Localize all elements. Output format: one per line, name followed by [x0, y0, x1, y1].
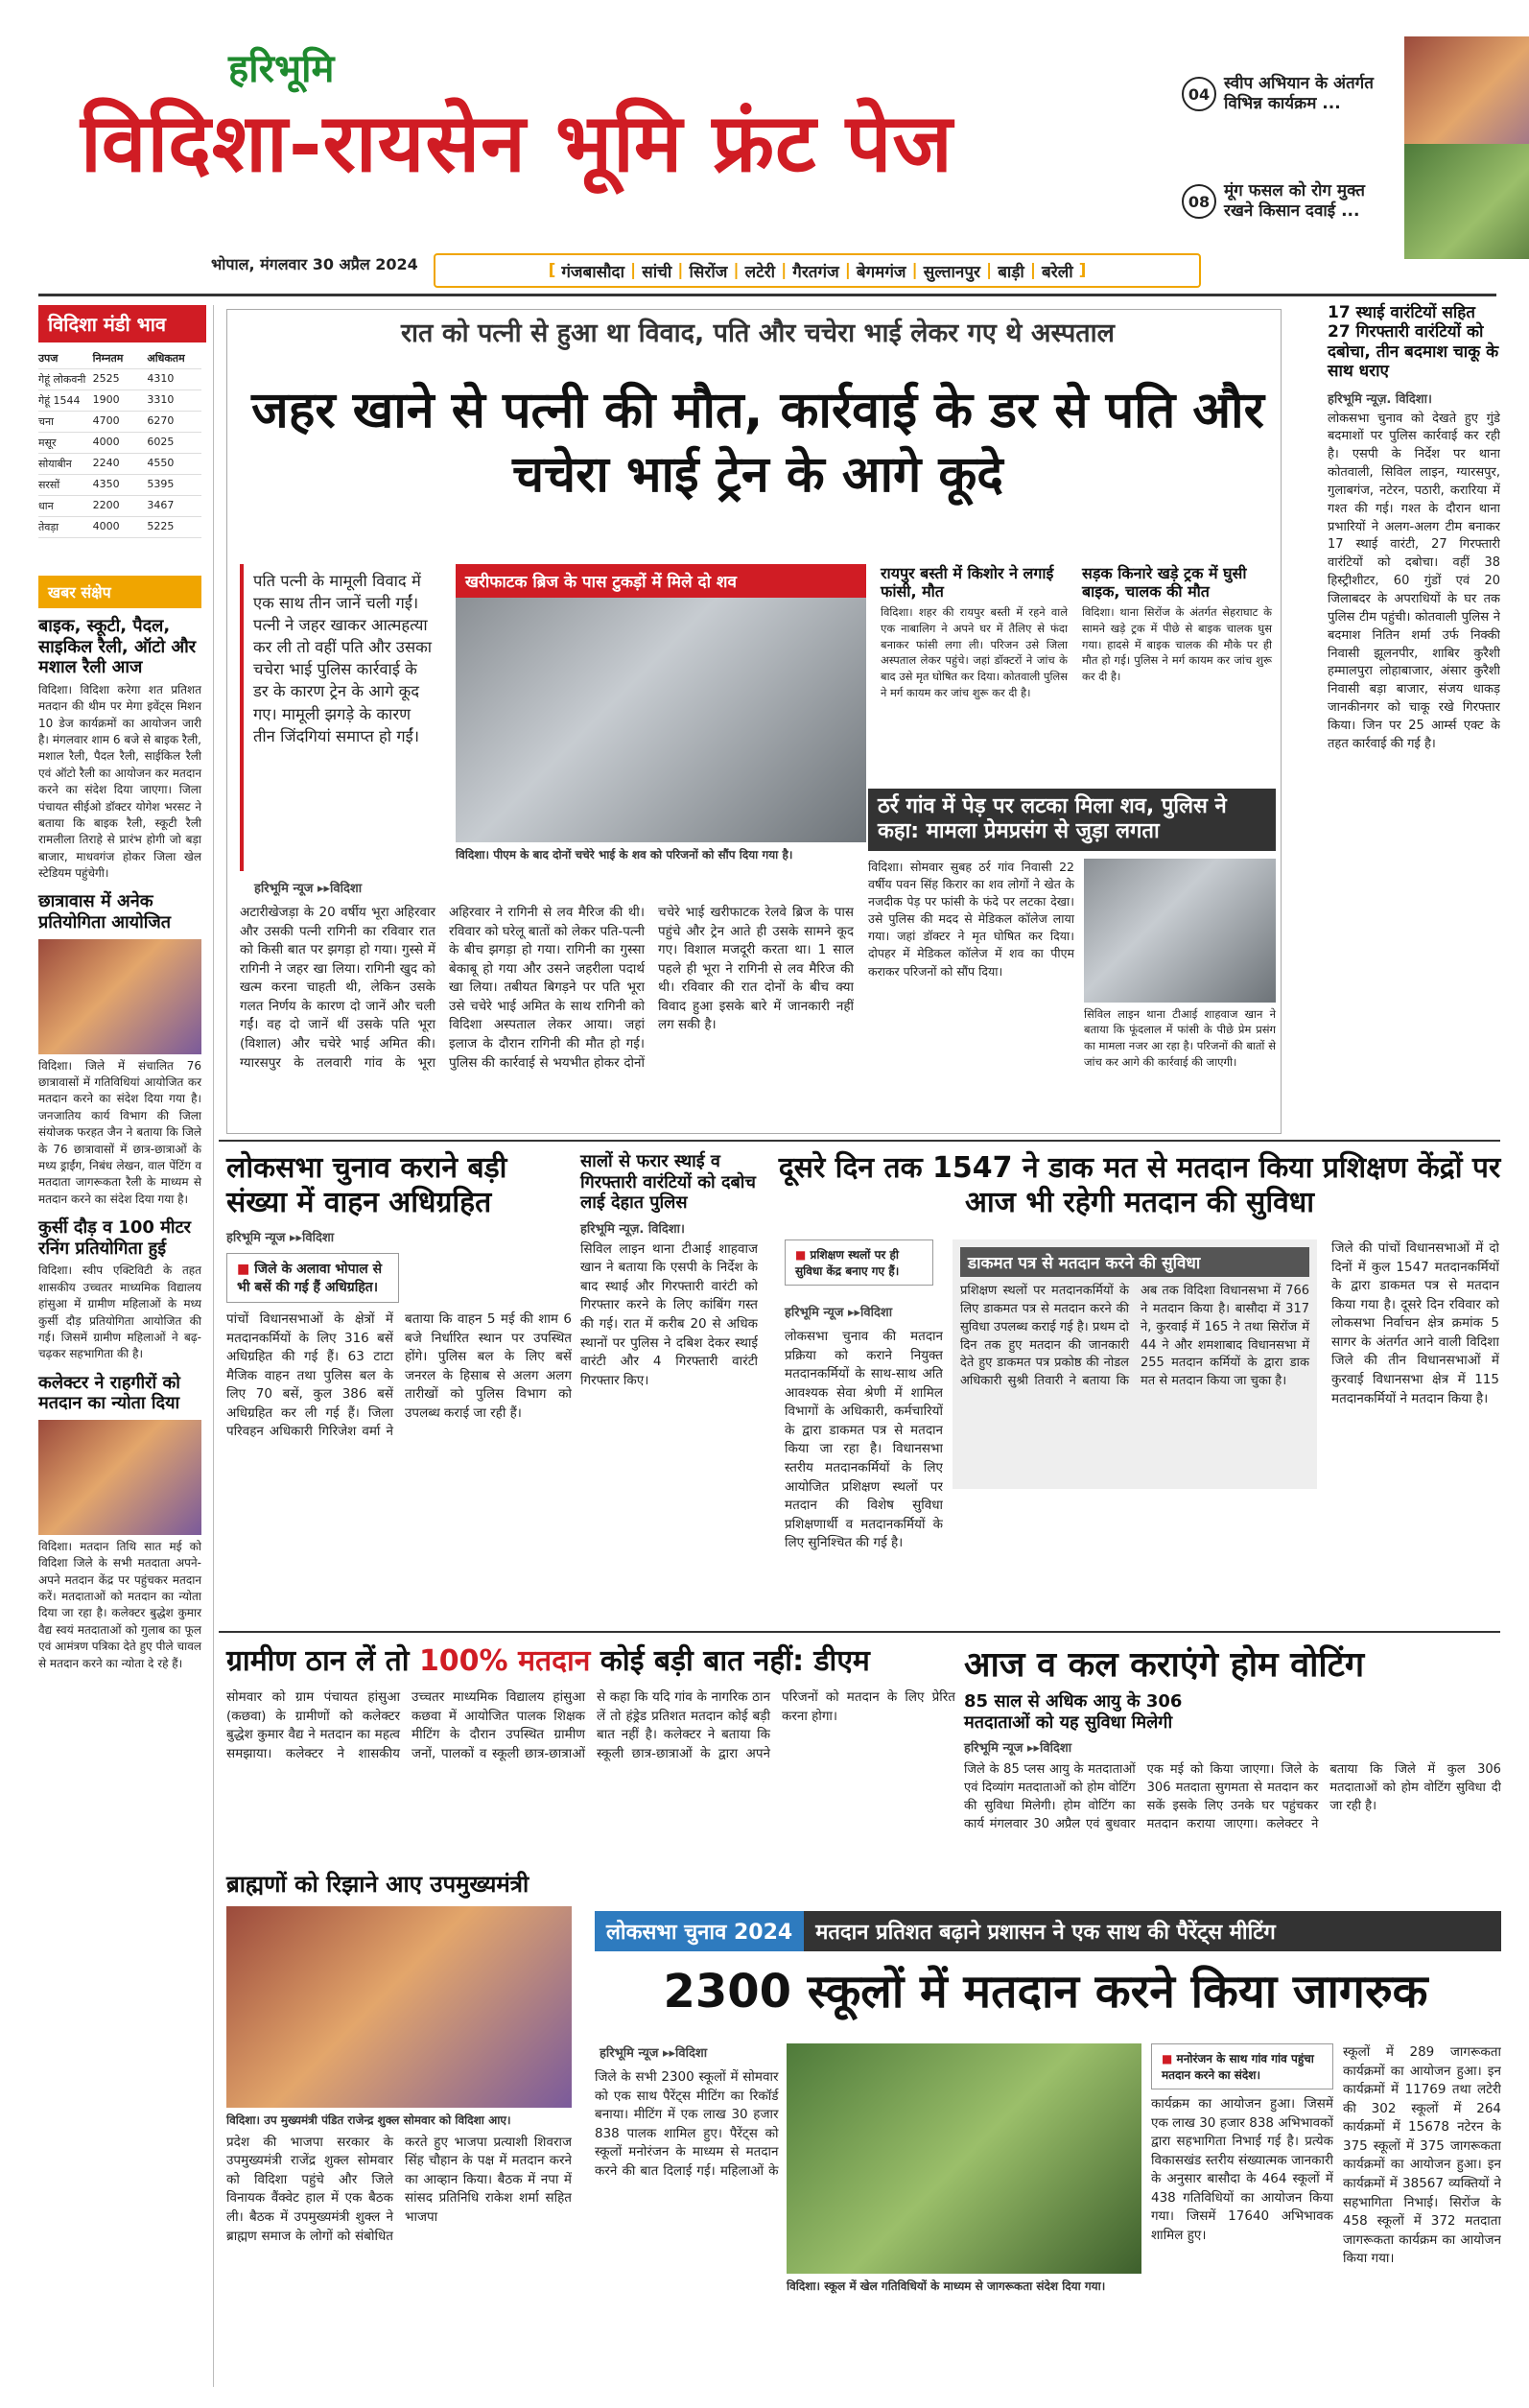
- mandi-box: [38, 305, 206, 538]
- news-brief-column: [38, 576, 201, 1672]
- lead-headline[interactable]: जहर खाने से पत्नी की मौत, कार्रवाई के डर से पति और चचेरा भाई ट्रेन के आगे कूदे: [251, 382, 1264, 504]
- postal-story: [775, 1151, 1504, 1551]
- schools-photo-block: [787, 2043, 1141, 2294]
- tree-story-caption: सिविल लाइन थाना टीआई शाहवाज खान ने बताया कि फूंदलाल में फांसी के पीछे प्रेम प्रसंग का मामला नजर आ रहा है। परिजनों की बातों से जांच कर आगे की कार्रवाई की जाएगी।: [1084, 1006, 1276, 1069]
- teaser-2[interactable]: [1182, 144, 1529, 259]
- lead-photo-caption: विदिशा। पीएम के बाद दोनों चचेरे भाई के शव को परिजनों को सौंप दिया गया है।: [456, 848, 793, 862]
- postal-note: ■ प्रशिक्षण स्थलों पर ही सुविधा केंद्र बनाए गए हैं।: [785, 1239, 933, 1286]
- brahmin-headline[interactable]: ब्राह्मणों को रिझाने आए उपमुख्यमंत्री: [226, 1871, 529, 1898]
- brief-headline[interactable]: कुर्सी दौड़ व 100 मीटर रनिंग प्रतियोगिता हुई: [38, 1217, 192, 1259]
- brief-body: विदिशा। स्वीप एक्टिविटी के तहत शासकीय उच्चतर माध्यमिक विद्यालय हांसुआ में ग्रामीण महिलाओं के मध्य कुर्सी दौड़ प्रतियोगिता आयोजित की गई। जिसमें ग्रामीण महिलाओं ने बढ़-चढ़कर सहभागिता की है।: [38, 1263, 201, 1361]
- teaser-text: स्वीप अभियान के अंतर्गत विभिन्न कार्यक्रम ...: [1224, 73, 1374, 113]
- side-story-body: विदिशा। शहर की रायपुर बस्ती में रहने वाले एक नाबालिग ने अपने घर में तैलिए से फंदा बनाकर फांसी लगा ली। परिजन उसे जिला अस्पताल लेकर पहुंचे। जहां डॉक्टरों ने जांच के बाद उसे मृत घोषित कर दिया। कोतवाली पुलिस ने मर्ग कायम कर जांच शुरू कर दी है।: [881, 605, 1068, 699]
- warrant-body: लोकसभा चुनाव को देखते हुए गुंडे बदमाशों पर पुलिस कार्रवाई कर रही है। एसपी के निर्देश पर थाना कोतवाली, सिविल लाइन, ग्यारसपुर, गुलाबगंज, नटेरन, पठारी, करारिया में गश्त की गई। गश्त के दौरान थाना प्रभारियों ने अलग-अलग टीम बनाकर 17 स्थाई वारंटी, 27 गिरफ्तारी वारंटियों को दबोचा। वहीं 38 हिस्ट्रीशीटर, 60 गुंडों एवं 20 जिलाबदर के अपराधियों के घर तक पुलिस टीम पहुंची। कोतवाली पुलिस ने बदमाश नितिन शर्मा उर्फ निक्की निवासी झूलनपीर, शाबिर कुरैशी हम्मालपुरा लोहाबाजार, अंसार कुरैशी निवासी बड़ा बाजार, संजय धाकड़ जानकीनगर को चाकू रखे गिरफ्तार किया। जिन पर 25 आर्म्स एक्ट के तहत कार्रवाई की गई है।: [1328, 411, 1500, 751]
- teaser-page-number: 04: [1182, 77, 1216, 111]
- postal-body: लोकसभा चुनाव की मतदान प्रक्रिया को कराने नियुक्त मतदानकर्मियों के साथ-साथ अति आवश्यक सेवा श्रेणी में शामिल विभागों के अधिकारी, कर्मचारियों के द्वारा डाकमत पत्र से मतदान किया जा रहा है। विधानसभा स्तरीय मतदानकर्मियों के लिए आयोजित प्रशिक्षण स्थलों पर मतदान की विशेष सुविधा प्रशिक्षणार्थी व मतदानकर्मियों के लिए सुनिश्चित की गई है।: [785, 1329, 943, 1551]
- news-brief-label: खबर संक्षेप: [38, 576, 201, 608]
- lead-quote: पति पत्नी के मामूली विवाद में एक साथ तीन जानें चली गईं। पत्नी ने जहर खाकर आत्महत्या कर ली तो वहीं पति और उसका चचेरा भाई पुलिस कार्रवाई के डर के कारण ट्रेन के आगे कूद गए। मामूली झगड़े के कारण तीन जिंदगियां समाप्त हो गईं।: [240, 564, 446, 871]
- mandi-header-row: उपज निम्नतम अधिकतम: [38, 348, 201, 369]
- page-title: विदिशा-रायसेन भूमि फ्रंट पेज: [81, 95, 953, 190]
- vehicles-story: [226, 1151, 572, 1675]
- rural-story: [226, 1644, 955, 1880]
- teaser-text: मूंग फसल को रोग मुक्त रखने किसान दवाई ...: [1224, 180, 1365, 221]
- brahmin-photo: [226, 1906, 572, 2108]
- schools-body-2: कार्यक्रम का आयोजन हुआ। जिसमें एक लाख 30 हजार 838 अभिभावकों द्वारा सहभागिता निभाई गई है। प्रत्येक विकासखंड स्तरीय संख्यात्मक जानकारी के अनुसार बासौदा के 464 स्कूलों में 438 गतिविधियों का आयोजन किया गया। जिसमें 17640 अभिभावक शामिल हुए।: [1151, 2096, 1333, 2243]
- warrant-headline[interactable]: 17 स्थाई वारंटियों सहित 27 गिरफ्तारी वारंटियों को दबोचा, तीन बदमाश चाकू के साथ धराए: [1328, 303, 1499, 382]
- place-item[interactable]: सिरोंज: [689, 262, 728, 282]
- schools-note: ■ मनोरंजन के साथ गांव गांव पहुंचा मतदान करने का संदेश।: [1151, 2043, 1333, 2089]
- lead-photo-block: [456, 564, 866, 862]
- homevoting-body: जिले के 85 प्लस आयु के मतदाताओं एवं दिव्यांग मतदाताओं को होम वोटिंग की सुविधा मिलेगी। होम वोटिंग का कार्य मंगलवार 30 अप्रैल एवं बुधवार एक मई को किया जाएगा। जिले के 306 मतदाता सुगमता से मतदान कर सकें इसके लिए उनके घर पहुंचकर मतदान कराया जाएगा। कलेक्टर ने बताया कि जिले में कुल 306 मतदाताओं को होम वोटिंग सुविधा दी जा रही है।: [964, 1762, 1501, 1831]
- mandi-row: सरसों 4350 5395: [38, 475, 201, 496]
- teaser-photo: [1404, 36, 1529, 152]
- mandi-title: विदिशा मंडी भाव: [38, 305, 206, 342]
- warrant-byline: हरिभूमि न्यूज़. विदिशा।: [1328, 391, 1432, 407]
- place-item[interactable]: गैरतगंज: [792, 262, 839, 282]
- thieves-body: सिविल लाइन थाना टीआई शाहवाज खान ने बताया कि एसपी के निर्देश के बाद स्थाई और गिरफ्तारी वारंटी को गिरफ्तार करने के लिए कांबिंग गस्त की गई। रात में करीब 20 से अधिक स्थानों पर पुलिस ने दबिश देकर स्थाई वारंटी और 4 गिरफ्तारी वारंटी गिरफ्तार किए।: [580, 1240, 758, 1388]
- schools-banner-left: लोकसभा चुनाव 2024: [595, 1911, 804, 1951]
- mandi-row: गेहूं 1544 1900 3310: [38, 390, 201, 412]
- schools-photo: [787, 2043, 1141, 2274]
- postal-box-title: डाकमत पत्र से मतदान करने की सुविधा: [960, 1247, 1309, 1277]
- lead-body: अटारीखेजड़ा के 20 वर्षीय भूरा अहिरवार और उसकी पत्नी रागिनी का रविवार रात को किसी बात पर झगड़ा हो गया। गुस्से में रागिनी ने जहर खा लिया। रागिनी खुद को खत्म करना चाहती थी, लेकिन उसके गलत निर्णय के कारण दो जानें और चली गईं। वह दो जानें थीं उसके पति भूरा (विशाल) और चचेरे भाई अमित की। ग्यारसपुर के तलवारी गांव के भूरा अहिरवार ने रागिनी से लव मैरिज की थी। रविवार को घरेलू बातों को लेकर पति-पत्नी के बीच झगड़ा हो गया। रागिनी का गुस्सा बेकाबू हो गया और उसने जहरीला पदार्थ खा लिया। तबीयत बिगड़ने पर पति भूरा उसे चचेरे भाई अमित के साथ रागिनी को विदिशा अस्पताल लेकर आया। जहां इलाज के दौरान रागिनी की मौत हो गई। पुलिस की कार्रवाई से भयभीत होकर दोनों चचेरे भाई खरीफाटक रेलवे ब्रिज के पास पहुंचे और ट्रेन आते ही उसके सामने कूद गए। विशाल मजदूरी करता था। 1 साल पहले ही भूरा ने रागिनी से लव मैरिज की थी। रविवार की रात दोनों के बीच क्या विवाद हुआ इसके बारे में जानकारी नहीं लग सकी है।: [240, 905, 854, 1071]
- thieves-byline: हरिभूमि न्यूज़. विदिशा।: [580, 1221, 685, 1237]
- side-story-body: विदिशा। थाना सिरोंज के अंतर्गत सेहराघाट के सामने खड़े ट्रक में पीछे से बाइक चालक घुस गया। हादसे में बाइक चालक की मौके पर ही मौत हो गई। पुलिस ने मर्ग कायम कर जांच शुरू कर दी है।: [1082, 605, 1272, 684]
- homevoting-byline: हरिभूमि न्यूज ▸▸विदिशा: [964, 1741, 1072, 1757]
- rural-body: सोमवार को ग्राम पंचायत हांसुआ (कछवा) के ग्रामीणों को कलेक्टर बुद्धेश कुमार वैद्य ने मतदान का महत्व समझाया। कलेक्टर ने शासकीय उच्चतर माध्यमिक विद्यालय हांसुआ कछवा में आयोजित पालक शिक्षक मीटिंग के दौरान उपस्थित ग्रामीण जनों, पालकों व स्कूली छात्र-छात्राओं से कहा कि यदि गांव के नागरिक ठान लें तो हंड्रेड प्रतिशत मतदान कोई बड़ी बात नहीं है। कलेक्टर ने बताया कि स्कूली छात्र-छात्राओं के द्वारा अपने परिजनों को मतदान के लिए प्रेरित करना होगा।: [226, 1689, 955, 1761]
- mandi-row: चना 4700 6270: [38, 412, 201, 433]
- masthead-brand: हरिभूमि: [228, 46, 335, 91]
- tree-story: [868, 789, 1276, 1070]
- brief-body: विदिशा। विदिशा करेगा शत प्रतिशत मतदान की थीम पर मेगा इवेंट्स मिशन 10 डेज कार्यक्रमों का आयोजन जारी है। मंगलवार शाम 6 बजे से बाइक रैली, मशाल रैली, पैदल रैली, साईकिल रैली एवं ऑटो रैली का आयोजन कर मतदान करने का संदेश दिया जाएगा। जिला पंचायत सीईओ डॉक्टर योगेश भरसट ने बताया कि बाइक रैली, स्कूटी रैली रामलीला तिराहे से प्रारंभ होगी जो बड़ा बाजार, माधवगंज होकर जिला खेल स्टेडियम पहुंचेगी।: [38, 682, 201, 881]
- masthead-divider: [38, 294, 1496, 296]
- postal-box-body: प्रशिक्षण स्थलों पर मतदानकर्मियों के लिए डाकमत पत्र से मतदान करने की सुविधा उपलब्ध कराई गई है। प्रथम दो दिन तक हुए मतदान की जानकारी देते हुए डाकमत पत्र प्रकोष्ठ की नोडल अधिकारी सुश्री तिवारी ने बताया कि अब तक विदिशा विधानसभा में 766 ने मतदान किया है। बासौदा में 317 ने, कुरवाई में 165 ने तथा सिरोंज में 44 ने और शमशाबाद विधानसभा में 255 मतदान कर्मियों के द्वारा डाक मत से मतदान किया जा चुका है।: [960, 1284, 1309, 1389]
- section-divider: [219, 1140, 1500, 1142]
- vehicles-headline[interactable]: लोकसभा चुनाव कराने बड़ी संख्या में वाहन अधिग्रहित: [226, 1151, 507, 1219]
- place-item[interactable]: सुल्तानपुर: [923, 262, 980, 282]
- schools-byline: हरिभूमि न्यूज ▸▸विदिशा: [600, 2046, 708, 2061]
- collector-photo: [38, 1420, 201, 1535]
- teaser-photo: [1404, 144, 1529, 259]
- place-item[interactable]: बाड़ी: [998, 262, 1024, 282]
- lead-photo: [456, 598, 866, 842]
- homevoting-headline[interactable]: आज व कल कराएंगे होम वोटिंग: [964, 1645, 1365, 1685]
- vehicles-body: पांचों विधानसभाओं के क्षेत्रों में मतदानकर्मियों के लिए 316 बसें अधिग्रहित की गई हैं। 63 टाटा मैजिक वाहन तथा पुलिस बल के लिए 70 बसें, कुल 386 बसें अधिग्रहित कर ली गई हैं। जिला परिवहन अधिकारी गिरिजेश वर्मा ने बताया कि वाहन 5 मई की शाम 6 बजे निर्धारित स्थान पर उपस्थित होंगे। पुलिस बल के लिए बसें जनरल के हिसाब से अलग अलग तारीखों को पुलिस विभाग को उपलब्ध कराई जा रही हैं।: [226, 1311, 572, 1440]
- schools-body: जिले के सभी 2300 स्कूलों में सोमवार को एक साथ पैरेंट्स मीटिंग का रिकॉर्ड बनाया। मीटिंग में एक लाख 30 हजार 838 पालक शामिल हुए। पैरेंट्स को स्कूलों मनोरंजन के माध्यम से मतदान करने की बात दिलाई गई। महिलाओं के: [595, 2069, 779, 2179]
- brahmin-story: [226, 1871, 572, 2287]
- warrant-story: [1328, 303, 1500, 1159]
- side-story-headline[interactable]: सड़क किनारे खड़े ट्रक में घुसी बाइक, चालक की मौत: [1082, 564, 1247, 602]
- brief-headline[interactable]: कलेक्टर ने राहगीरों को मतदान का न्योता दिया: [38, 1372, 180, 1414]
- vehicles-byline: हरिभूमि न्यूज ▸▸विदिशा: [226, 1231, 335, 1245]
- place-item[interactable]: गंजबासौदा: [561, 262, 624, 282]
- lead-byline: हरिभूमि न्यूज ▸▸विदिशा: [254, 882, 363, 896]
- schools-caption: विदिशा। स्कूल में खेल गतिविधियों के माध्यम से जागरूकता संदेश दिया गया।: [787, 2279, 1106, 2293]
- place-item[interactable]: सांची: [642, 262, 672, 282]
- place-item[interactable]: बेगमगंज: [856, 262, 906, 282]
- homevoting-subhead: 85 साल से अधिक आयु के 306 मतदाताओं को यह सुविधा मिलेगी: [964, 1691, 1183, 1733]
- lead-kicker[interactable]: रात को पत्नी से हुआ था विवाद, पति और चचेरा भाई लेकर गए थे अस्पताल: [401, 319, 1115, 348]
- tree-story-headline[interactable]: ठर्र गांव में पेड़ पर लटका मिला शव, पुलिस ने कहा: मामला प्रेमप्रसंग से जुड़ा लगता: [868, 789, 1276, 851]
- mandi-row: सोयाबीन 2240 4550: [38, 454, 201, 475]
- column-divider: [213, 305, 214, 2387]
- side-story-2: [1082, 564, 1272, 685]
- tree-story-body: विदिशा। सोमवार सुबह ठर्र गांव निवासी 22 वर्षीय पवन सिंह किरार का शव लोगों ने खेत के नजदीक पेड़ पर फांसी के फंदे पर लटका देखा। उसे पुलिस की मदद से मेडिकल कॉलेज लाया गया। जहां डॉक्टर ने मृत घोषित कर दिया। दोपहर में मेडिकल कॉलेज में शव का पीएम कराकर परिजनों को सौंप दिया।: [868, 859, 1074, 979]
- tree-story-photo: [1084, 859, 1276, 1003]
- schools-body-3: स्कूलों में 289 जागरूकता कार्यक्रमों का आयोजन हुआ। इन कार्यक्रमों में 11769 तथा लटेरी की 302 स्कूलों में 264 कार्यक्रमों में 15678 नटेरन के 375 स्कूलों में 375 जागरूकता कार्यक्रमों का आयोजन हुआ। इन कार्यक्रमों में 38567 व्यक्तियों ने सहभागिता निभाई। सिरोंज के 458 स्कूलों में 372 मतदाता जागरूकता कार्यक्रम का आयोजन किया गया।: [1343, 2044, 1501, 2267]
- brief-headline[interactable]: छात्रावास में अनेक प्रतियोगिता आयोजित: [38, 891, 172, 933]
- brief-headline[interactable]: बाइक, स्कूटी, पैदल, साइकिल रैली, ऑटो और मशाल रैली आज: [38, 616, 197, 678]
- brahmin-body: प्रदेश की भाजपा सरकार के उपमुख्यमंत्री राजेंद्र शुक्ल सोमवार को विदिशा पहुंचे और जिले विनायक वैंक्वेट हाल में एक बैठक ली। बैठक में उपमुख्यमंत्री शुक्ल ने ब्राह्मण समाज के लोगों को संबोधित करते हुए भाजपा प्रत्याशी शिवराज सिंह चौहान के पक्ष में मतदान करने का आव्हान किया। बैठक में नपा में सांसद प्रतिनिधि राकेश शर्मा सहित भाजपा: [226, 2134, 572, 2244]
- brief-body: विदिशा। जिले में संचालित 76 छात्रावासों में गतिविधियां आयोजित कर मतदान करने का संदेश दिया गया है। जनजातिय कार्य विभाग की जिला संयोजक फरहत जैन ने बताया कि जिले के 76 छात्रावासों में छात्र-छात्राओं के मध्य ड्राईंग, निबंध लेखन, वाल पेंटिंग व मतदाता जागरूकता रैली के माध्यम से मतदान करने का संदेश दिया गया है।: [38, 1058, 201, 1206]
- schools-banner-right: मतदान प्रतिशत बढ़ाने प्रशासन ने एक साथ की पैरेंट्स मीटिंग: [804, 1911, 1501, 1951]
- dateline: भोपाल, मंगलवार 30 अप्रैल 2024: [211, 255, 418, 273]
- schools-banner: [595, 1911, 1501, 1951]
- place-item[interactable]: लटेरी: [744, 262, 776, 282]
- postal-headline[interactable]: दूसरे दिन तक 1547 ने डाक मत से मतदान किया प्रशिक्षण केंद्रों पर आज भी रहेगी मतदान की सुविधा: [778, 1151, 1501, 1219]
- rural-headline[interactable]: ग्रामीण ठान लें तो 100% मतदान कोई बड़ी बात नहीं: डीएम: [226, 1644, 870, 1678]
- mandi-row: तेवड़ा 4000 5225: [38, 517, 201, 538]
- side-story-headline[interactable]: रायपुर बस्ती में किशोर ने लगाई फांसी, मौत: [881, 564, 1054, 602]
- lead-photo-label: खरीफाटक ब्रिज के पास टुकड़ों में मिले दो शव: [456, 564, 866, 598]
- teaser-page-number: 08: [1182, 184, 1216, 219]
- place-bar: [ गंजबासौदा | सांची | सिरोंज | लटेरी | गैरतगंज | बेगमगंज | सुल्तानपुर | बाड़ी | बरेली ]: [434, 253, 1201, 288]
- brief-body: विदिशा। मतदान तिथि सात मई को विदिशा जिले के सभी मतदाता अपने-अपने मतदान केंद्र पर पहुंचकर मतदान करें। मतदाताओं को मतदान का न्योता दिया जा रहा है। कलेक्टर बुद्धेश कुमार वैद्य स्वयं मतदाताओं को गुलाब का फूल एवं आमंत्रण पत्रिका देते हुए पीले चावल से मतदान करने का न्योता दे रहे हैं।: [38, 1539, 201, 1670]
- homevoting-story: [964, 1644, 1501, 1886]
- brahmin-caption: विदिशा। उप मुख्यमंत्री पंडित राजेन्द्र शुक्ल सोमवार को विदिशा आए।: [226, 2113, 511, 2127]
- section-divider: [219, 1631, 1500, 1633]
- mandi-table: [38, 348, 201, 538]
- postal-box: [953, 1239, 1317, 1489]
- mandi-row: गेहूं लोकवनी 2525 4310: [38, 369, 201, 390]
- hostel-photo: [38, 939, 201, 1054]
- thieves-story: [580, 1151, 758, 1663]
- place-item[interactable]: बरेली: [1042, 262, 1073, 282]
- postal-body-2: जिले की पांचों विधानसभाओं में दो दिनों में कुल 1547 मतदानकर्मियों के द्वारा डाकमत पत्र से मतदान किया गया है। दूसरे दिन रविवार को लोकसभा निर्वाचन क्षेत्र क्रमांक 5 सागर के अंतर्गत आने वाली विदिशा जिले की तीन विधानसभाओं में कुरवाई विधानसभा क्षेत्र में 115 मतदानकर्मियों ने मतदान किया है।: [1331, 1240, 1499, 1406]
- teaser-1[interactable]: [1182, 36, 1529, 152]
- vehicles-note: ■ जिले के अलावा भोपाल से भी बसें की गई हैं अधिग्रहित।: [226, 1253, 399, 1303]
- schools-headline[interactable]: 2300 स्कूलों में मतदान करने किया जागरुक: [663, 1965, 1428, 2018]
- thieves-headline[interactable]: सालों से फरार स्थाई व गिरफ्तारी वारंटियों को दबोच लाई देहात पुलिस: [580, 1151, 756, 1214]
- side-story-1: [881, 564, 1068, 700]
- schools-column-2: [1151, 2043, 1333, 2373]
- mandi-row: मसूर 4000 6025: [38, 433, 201, 454]
- postal-byline: हरिभूमि न्यूज ▸▸विदिशा: [785, 1306, 893, 1320]
- mandi-row: धान 2200 3467: [38, 496, 201, 517]
